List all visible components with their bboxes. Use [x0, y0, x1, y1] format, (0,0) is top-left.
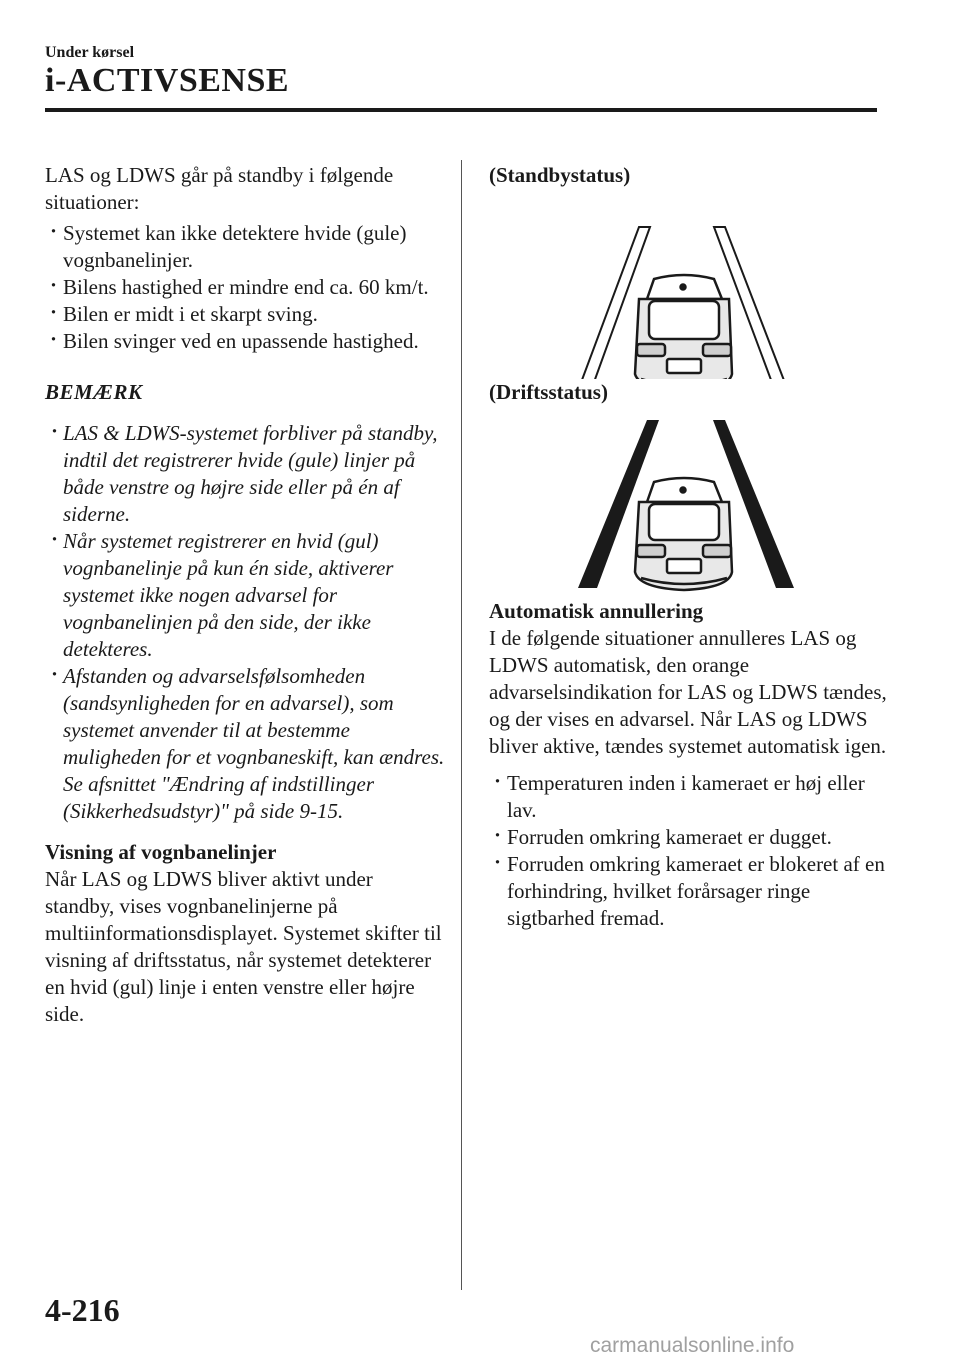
list-item: · Forruden omkring kameraet er blokeret af en forhindring, hvilket forårsager ringe sigtbarhed fremad.: [489, 851, 889, 932]
lane-display-body: Når LAS og LDWS bliver aktivt under standby, vises vognbanelinjerne på multiinformationsdisplayet. Systemet skifter til visning af driftsstatus, når systemet detekterer en hvid (gul) linje i enten venstre eller højre side.: [45, 867, 442, 1026]
list-item: · Når systemet registrerer en hvid (gul) vognbanelinje på kun én side, aktiverer systemet ikke nogen advarsel for vognbanelinjen på den side, der ikke detekteres.: [45, 528, 445, 663]
list-item: · Systemet kan ikke detektere hvide (gule) vognbanelinjer.: [45, 220, 445, 274]
header-divider: [45, 108, 877, 112]
list-item: · Bilens hastighed er mindre end ca. 60 km/t.: [45, 274, 445, 301]
watermark: carmanualsonline.info: [590, 1334, 795, 1357]
auto-cancel-body: I de følgende situationer annulleres LAS og LDWS automatisk, den orange advarselsindikation for LAS og LDWS tændes, og der vises en advarsel. Når LAS og LDWS bliver aktive, tændes systemet automatisk igen.: [489, 626, 887, 758]
page-title: i-ACTIVSENSE: [45, 62, 290, 99]
car-rear-icon: [635, 478, 732, 590]
standby-figure-label: (Standbystatus): [489, 163, 631, 187]
list-item: · Forruden omkring kameraet er dugget.: [489, 824, 889, 851]
list-item: · Bilen er midt i et skarpt sving.: [45, 301, 445, 328]
list-item: · Bilen svinger ved en upassende hastighed.: [45, 328, 445, 355]
right-column: [489, 162, 889, 932]
auto-cancel-heading: Automatisk annullering: [489, 599, 704, 623]
standby-lane-illustration: [489, 199, 889, 379]
section-label: Under kørsel: [45, 44, 135, 61]
settings-page-reference: Se afsnittet "Ændring af indstillinger (Sikkerhedsudstyr)" på side 9-15.: [63, 772, 374, 823]
list-item: · LAS & LDWS-systemet forbliver på standby, indtil det registrerer hvide (gule) linjer på både venstre og højre side eller på én af siderne.: [45, 420, 445, 528]
list-item: [45, 663, 445, 825]
note-text: Afstanden og advarselsfølsomheden (sandsynligheden for en advarsel), som systemet anvender til at bestemme muligheden for et vognbaneskift, kan ændres.: [63, 664, 445, 769]
left-column: [45, 162, 445, 1028]
active-figure-label: (Driftsstatus): [489, 380, 608, 404]
page-number: 4-216: [45, 1292, 120, 1328]
standby-conditions-list: [45, 220, 445, 355]
notes-list: [45, 420, 445, 825]
column-divider: [461, 160, 462, 1290]
car-rear-icon: [635, 275, 732, 379]
auto-cancel-list: [489, 770, 889, 932]
note-heading: BEMÆRK: [45, 380, 143, 404]
standby-intro: LAS og LDWS går på standby i følgende situationer:: [45, 163, 394, 214]
lane-display-heading: Visning af vognbanelinjer: [45, 840, 277, 864]
list-item: · Temperaturen inden i kameraet er høj eller lav.: [489, 770, 889, 824]
active-lane-illustration: [489, 412, 889, 592]
